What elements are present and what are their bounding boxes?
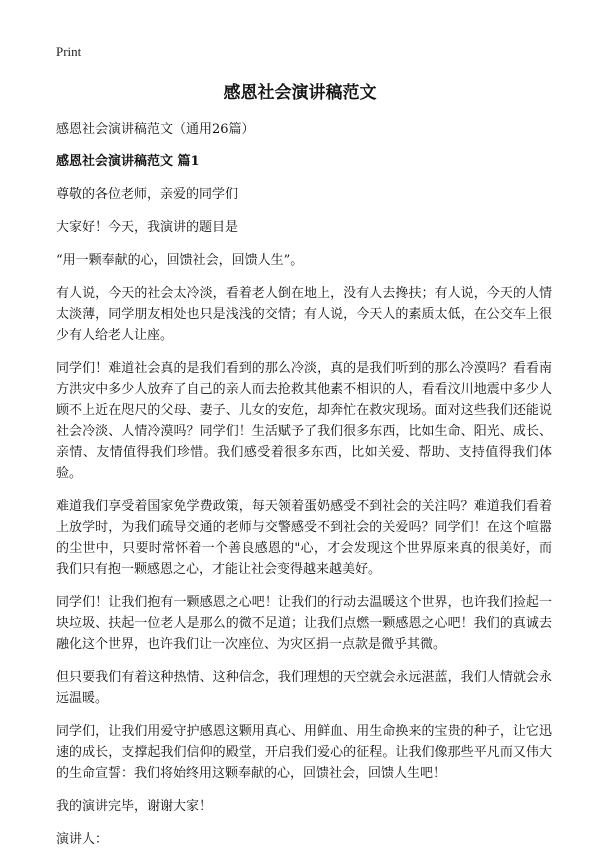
page-title: 感恩社会演讲稿范文: [223, 83, 377, 103]
paragraph-body: 有人说，今天的社会太冷淡，看着老人倒在地上，没有人去搀扶；有人说，今天的人情太淡薄，同学朋友相处也只是浅浅的交情；有人说，今天人的素质太低，在公交车上很少有人给老人让座。: [56, 286, 552, 343]
paragraph-closing: 我的演讲完毕，谢谢大家！: [56, 799, 213, 814]
paragraph-greeting: 大家好！今天，我演讲的题目是: [56, 220, 239, 235]
paragraph-body: 但只要我们有着这种热情、这种信念，我们理想的天空就会永远湛蓝，我们人情就会永远温暖。: [56, 670, 552, 706]
document-body: [56, 120, 552, 862]
paragraph-body: 同学们，让我们用爱守护感恩这颗用真心、用鲜血、用生命换来的宝贵的种子，让它迅速的成长，支撑起我们信仰的殿堂，开启我们爱心的征程。让我们像那些平凡而又伟大的生命宣誓：我们将始终用这颗奉献的心，回馈社会，回馈人生吧！: [56, 724, 552, 781]
document-subtitle: 感恩社会演讲稿范文（通用26篇）: [56, 122, 255, 137]
paragraph-body: 同学们！难道社会真的是我们看到的那么冷淡，真的是我们听到的那么冷漠吗？看看南方洪灾中多少人放弃了自己的亲人而去抢救其他素不相识的人，看看汶川地震中多少人顾不上近在咫尺的父母、妻子、儿女的安危，却奔忙在救灾现场。面对这些我们还能说社会冷淡、人情冷漠吗？同学们！生活赋予了我们很多东西，比如生命、阳光、成长、亲情、友情值得我们珍惜。我们感受着很多东西，比如关爱、帮助、支持值得我们体验。: [56, 361, 552, 481]
paragraph-body: 难道我们享受着国家免学费政策，每天领着蛋奶感受不到社会的关注吗？难道我们看着上放学时，为我们疏导交通的老师与交警感受不到社会的关爱吗？同学们！在这个喧嚣的尘世中，只要时常怀着一个善良感恩的"心，才会发现这个世界原来真的很美好，而我们只有抱一颗感恩之心，才能让社会变得越来越美好。: [56, 499, 552, 577]
paragraph-body: 同学们！让我们抱有一颗感恩之心吧！让我们的行动去温暖这个世界，也许我们捡起一块垃圾、扶起一位老人是那么的微不足道；让我们点燃一颗感恩之心吧！我们的真诚去融化这个世界，也许我们让一次座位、为灾区捐一点款是微乎其微。: [56, 595, 552, 652]
paragraph-speaker: 演讲人：: [56, 832, 109, 847]
section-heading: 感恩社会演讲稿范文 篇1: [56, 154, 200, 169]
print-label[interactable]: Print: [56, 44, 82, 59]
paragraph-topic: “用一颗奉献的心，回馈社会，回馈人生”。: [56, 253, 304, 268]
paragraph-salutation: 尊敬的各位老师，亲爱的同学们: [56, 187, 239, 202]
